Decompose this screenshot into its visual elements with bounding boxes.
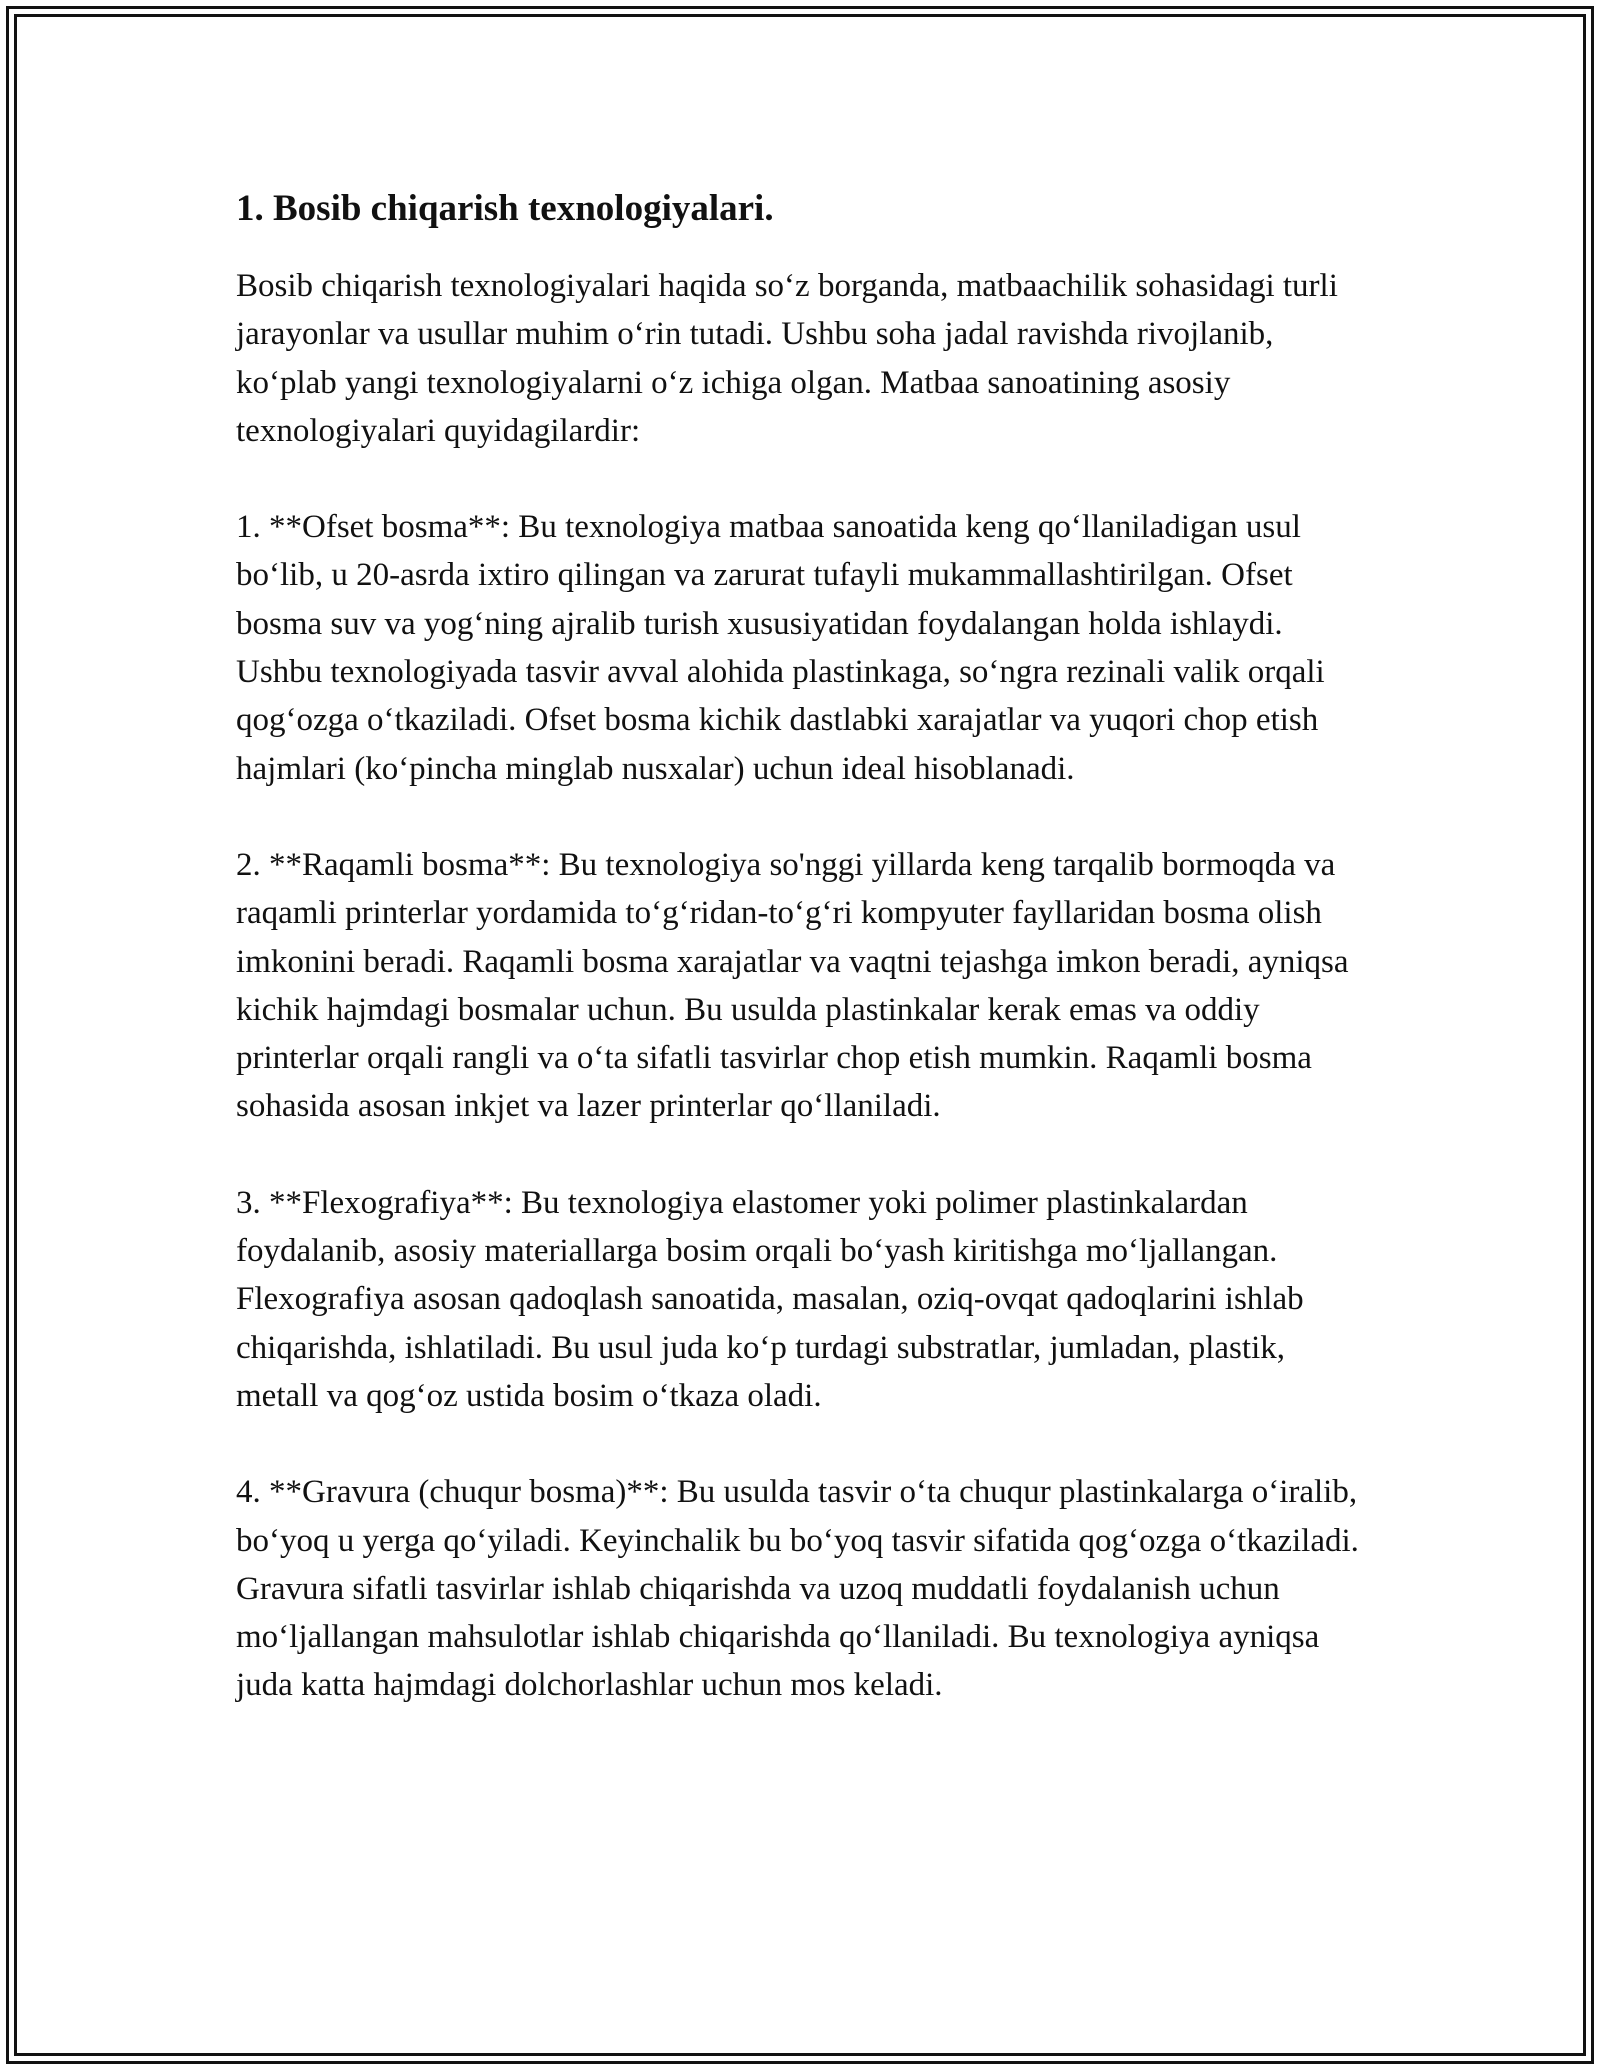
flexography-paragraph: 3. **Flexografiya**: Bu texnologiya elastomer yoki polimer plastinkalardan foydalanib, asosiy materiallarga bosim orqali bo‘yash kiritishga mo‘ljallangan. Flexografiya asosan qadoqlash sanoatida, masalan, oziq-ovqat qadoqlarini ishlab chiqarishda, ishlatiladi. Bu usul juda ko‘p turdagi substratlar, jumladan, plastik, metall va qog‘oz ustida bosim o‘tkaza oladi. <box>236 1184 1304 1414</box>
digital-printing-paragraph: 2. **Raqamli bosma**: Bu texnologiya so'nggi yillarda keng tarqalib bormoqda va raqamli printerlar yordamida to‘g‘ridan-to‘g‘ri kompyuter fayllaridan bosma olish imkonini beradi. Raqamli bosma xarajatlar va vaqtni tejashga imkon beradi, ayniqsa kichik hajmdagi bosmalar uchun. Bu usulda plastinkalar kerak emas va oddiy printerlar orqali rangli va o‘ta sifatli tasvirlar chop etish mumkin. Raqamli bosma sohasida asosan inkjet va lazer printerlar qo‘llaniladi. <box>236 846 1349 1125</box>
document-page <box>236 184 1370 1758</box>
offset-printing-paragraph: 1. **Ofset bosma**: Bu texnologiya matbaa sanoatida keng qo‘llaniladigan usul bo‘lib, u 20-asrda ixtiro qilingan va zarurat tufayli mukammallashtirilgan. Ofset bosma suv va yog‘ning ajralib turish xususiyatidan foydalangan holda ishlaydi. Ushbu texnologiyada tasvir avval alohida plastinkaga, so‘ngra rezinali valik orqali qog‘ozga o‘tkaziladi. Ofset bosma kichik dastlabki xarajatlar va yuqori chop etish hajmlari (ko‘pincha minglab nusxalar) uchun ideal hisoblanadi. <box>236 509 1325 787</box>
gravure-paragraph: 4. **Gravura (chuqur bosma)**: Bu usulda tasvir o‘ta chuqur plastinkalarga o‘iralib, bo‘yoq u yerga qo‘yiladi. Keyinchalik bu bo‘yoq tasvir sifatida qog‘ozga o‘tkaziladi. Gravura sifatli tasvirlar ishlab chiqarishda va uzoq muddatli foydalanish uchun mo‘ljallangan mahsulotlar ishlab chiqarishda qo‘llaniladi. Bu texnologiya ayniqsa juda katta hajmdagi dolchorlashlar uchun mos keladi. <box>236 1474 1359 1704</box>
document-title: 1. Bosib chiqarish texnologiyalari. <box>236 188 774 229</box>
intro-paragraph: Bosib chiqarish texnologiyalari haqida so‘z borganda, matbaachilik sohasidagi turli jarayonlar va usullar muhim o‘rin tutadi. Ushbu soha jadal ravishda rivojlanib, ko‘plab yangi texnologiyalarni o‘z ichiga olgan. Matbaa sanoatining asosiy texnologiyalari quyidagilardir: <box>236 268 1338 449</box>
